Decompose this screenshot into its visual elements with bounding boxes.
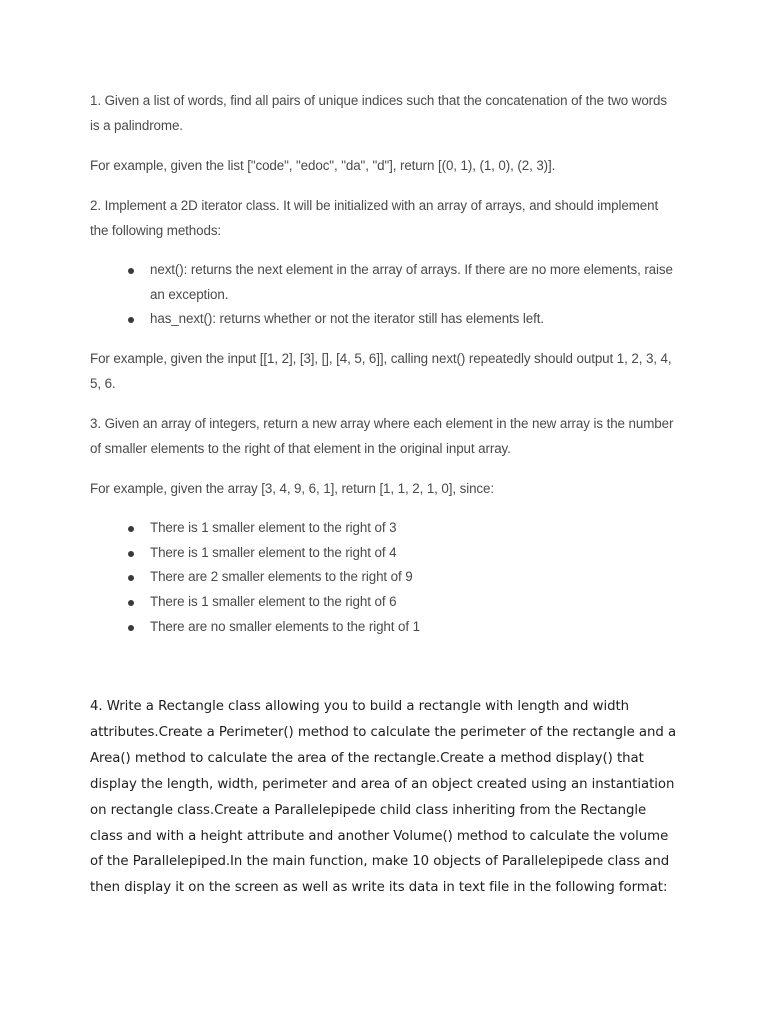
list-item (90, 258, 680, 307)
list-item (90, 541, 680, 566)
question-4-text: 4. Write a Rectangle class allowing you to build a rectangle with length and width attributes.Create a Perimeter() method to calculate the perimeter of the rectangle and a Area() method to calculate the area of the rectangle.Create a method display() that display the length, width, perimeter and area of an object created using an instantiation on rectangle class.Create a Parallelepipede child class inheriting from the Rectangle class and with a height attribute and another Volume() method to calculate the volume of the Parallelepiped.In the main function, make 10 objects of Parallelepipede class and then display it on the screen as well as write its data in text file in the following format: (90, 699, 677, 896)
list-item (90, 516, 680, 541)
list-item-text: There are 2 smaller elements to the right of 9 (150, 569, 413, 585)
question-3-example: For example, given the array [3, 4, 9, 6, 1], return [1, 1, 2, 1, 0], since: (90, 481, 494, 496)
question-1-example: For example, given the list ["code", "edoc", "da", "d"], return [(0, 1), (1, 0), (2, 3)]. (90, 158, 556, 173)
list-item (90, 590, 680, 615)
list-item (90, 565, 680, 590)
question-1-text: 1. Given a list of words, find all pairs of unique indices such that the concatenation of the two words is a palindrome. (90, 93, 667, 133)
list-item-text: There is 1 smaller element to the right of 4 (150, 544, 397, 560)
list-item-text: There is 1 smaller element to the right of 3 (150, 520, 397, 535)
question-2-method-list (90, 258, 680, 332)
list-item (90, 615, 680, 640)
question-2-example: For example, given the input [[1, 2], [3], [], [4, 5, 6]], calling next() repeatedly should output 1, 2, 3, 4, 5, 6. (90, 351, 672, 391)
list-item (90, 307, 680, 332)
list-item-text: next(): returns the next element in the array of arrays. If there are no more elements, raise an exception. (150, 262, 673, 302)
bullet-icon (128, 268, 134, 274)
bullet-icon (128, 526, 134, 532)
bullet-icon (128, 551, 134, 557)
question-2-text: 2. Implement a 2D iterator class. It will be initialized with an array of arrays, and should implement the following methods: (90, 198, 659, 238)
question-3-explanation-list (90, 516, 680, 640)
list-item-text: There is 1 smaller element to the right of 6 (150, 594, 397, 610)
bullet-icon (128, 625, 134, 631)
question-3-text: 3. Given an array of integers, return a new array where each element in the new array is the number of smaller elements to the right of that element in the original input array. (90, 416, 674, 456)
bullet-icon (128, 600, 134, 606)
list-item-text: has_next(): returns whether or not the iterator still has elements left. (150, 311, 544, 327)
bullet-icon (128, 317, 134, 323)
list-item-text: There are no smaller elements to the right of 1 (150, 618, 420, 634)
bullet-icon (128, 575, 134, 581)
